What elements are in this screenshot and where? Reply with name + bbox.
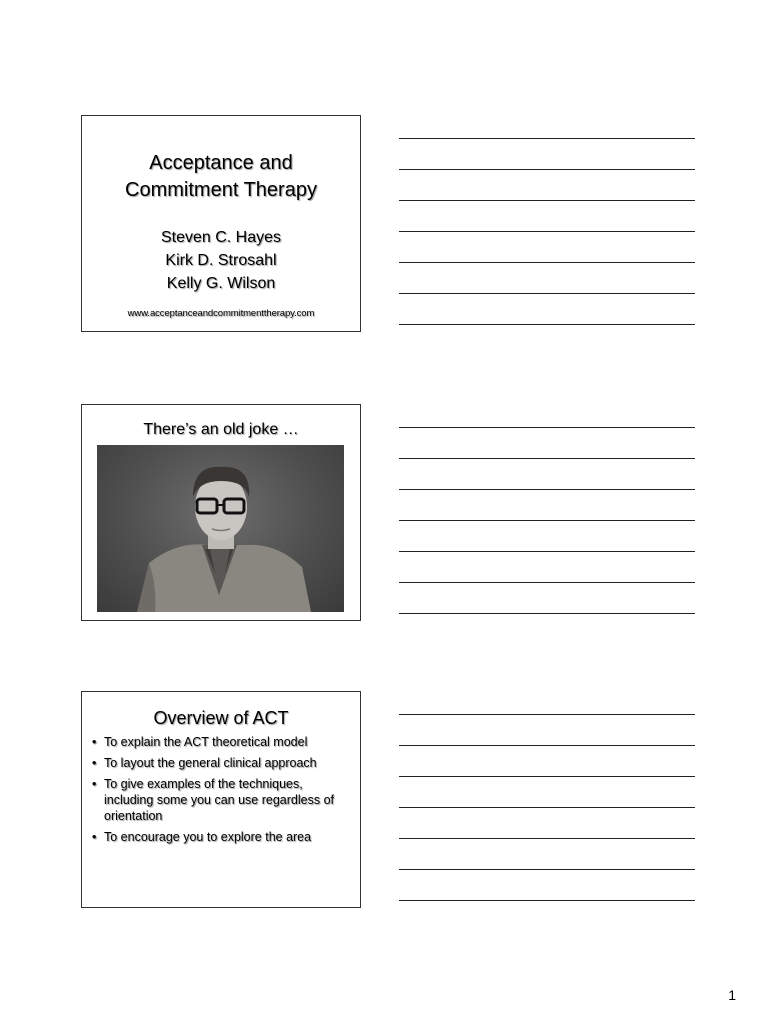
author-2: Kirk D. Strosahl — [165, 252, 277, 269]
bullet-icon: • — [92, 756, 97, 770]
slide-overview — [81, 691, 361, 908]
bullet-text: To give examples of the techniques, including some you can use regardless of orientation — [104, 777, 334, 823]
note-line — [399, 776, 695, 777]
portrait-photo — [97, 445, 344, 612]
note-line — [399, 489, 695, 490]
slide-joke — [81, 404, 361, 621]
note-line — [399, 324, 695, 325]
list-item — [90, 734, 354, 750]
portrait-illustration — [97, 445, 344, 612]
note-line — [399, 138, 695, 139]
list-item — [90, 776, 354, 824]
note-line — [399, 807, 695, 808]
note-line — [399, 262, 695, 263]
bullet-text: To layout the general clinical approach — [104, 756, 317, 770]
list-item — [90, 829, 354, 845]
overview-bullet-list — [90, 734, 354, 850]
list-item — [90, 755, 354, 771]
slide-overview-heading: Overview of ACT — [153, 708, 289, 728]
bullet-icon: • — [92, 830, 97, 844]
note-line — [399, 169, 695, 170]
note-line — [399, 231, 695, 232]
author-3: Kelly G. Wilson — [166, 275, 276, 292]
note-line — [399, 427, 695, 428]
note-line — [399, 293, 695, 294]
bullet-icon: • — [92, 735, 97, 749]
note-line — [399, 551, 695, 552]
slide-title — [81, 115, 361, 332]
slide-joke-heading: There’s an old joke … — [143, 421, 299, 438]
note-line — [399, 869, 695, 870]
note-line — [399, 582, 695, 583]
bullet-text: To encourage you to explore the area — [104, 830, 312, 844]
note-line — [399, 200, 695, 201]
title-line-1: Acceptance and — [149, 152, 293, 174]
page-number: 1 — [728, 987, 736, 1003]
bullet-icon: • — [92, 777, 97, 791]
note-line — [399, 458, 695, 459]
note-line — [399, 613, 695, 614]
note-line — [399, 714, 695, 715]
title-line-2: Commitment Therapy — [125, 179, 317, 201]
author-1: Steven C. Hayes — [160, 229, 282, 246]
slide-title-heading — [82, 150, 360, 204]
bullet-text: To explain the ACT theoretical model — [104, 735, 308, 749]
note-line — [399, 838, 695, 839]
note-line — [399, 520, 695, 521]
note-line — [399, 900, 695, 901]
website-url: www.acceptanceandcommitmenttherapy.com — [127, 308, 315, 319]
note-line — [399, 745, 695, 746]
